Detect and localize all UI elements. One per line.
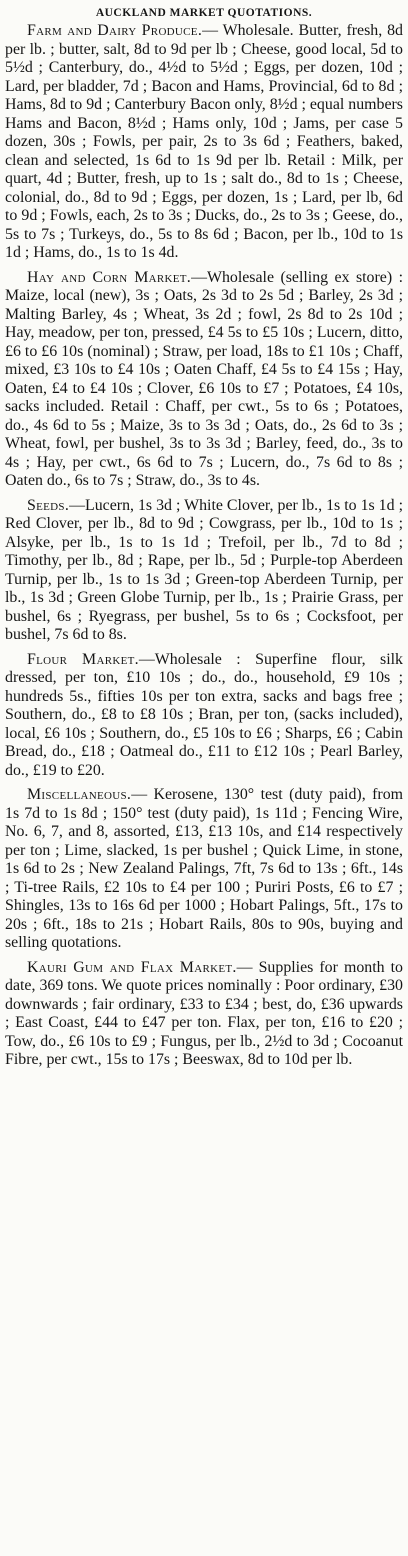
section-kauri-flax — [5, 959, 403, 1070]
section-body: —Lucern, 1s 3d ; White Clover, per lb., 1s to 1s 1d ; Red Clover, per lb., 8d to 9d ; Cowgrass, per lb., 10d to 1s ; Alsyke, per lb., 1s to 1s 1d ; Trefoil, per lb., 7d to 8d ; Timothy, per lb., 8d ; Rape, per lb., 5d ; Purple-top Aberdeen Turnip, per lb., 1s to 1s 3d ; Green-top Aberdeen Turnip, per lb., 1s 3d ; Green Globe Turnip, per lb., 1s ; Prairie Grass, per bushel, 6s ; Ryegrass, per bushel, 5s to 6s ; Cocksfoot, per bushel, 7s 6d to 8s. — [5, 496, 403, 643]
section-farm-dairy — [5, 22, 403, 263]
section-heading: Flour Market. — [27, 650, 139, 668]
section-hay-corn — [5, 269, 403, 491]
section-body: — Wholesale. Butter, fresh, 8d per lb. ; butter, salt, 8d to 9d per lb ; Cheese, good local, 5d to 5½d ; Canterbury, do., 4½d to 5½d ; Eggs, per dozen, 10d ; Lard, per bladder, 7d ; Bacon and Hams, Provincial, 6d to 8d ; Hams, 8d to 9d ; Canterbury Bacon only, 8½d ; equal numbers Hams and Bacon, 8½d ; Hams only, 10d ; Jams, per case 5 dozen, 30s ; Fowls, per pair, 2s to 3s 6d ; Feathers, baked, clean and selected, 1s 6d to 1s 9d per lb. Retail : Milk, per quart, 4d ; Butter, fresh, up to 1s ; salt do., 8d to 1s ; Cheese, colonial, do., 8d to 9d ; Eggs, per dozen, 1s ; Lard, per lb, 6d to 9d ; Fowls, each, 2s to 3s ; Ducks, do., 2s to 3s ; Geese, do., 5s to 7s ; Turkeys, do., 5s to 8s 6d ; Bacon, per lb., 10d to 1s 1d ; Hams, do., 1s to 1s 4d. — [5, 22, 404, 261]
section-heading: Miscellaneous. — [27, 786, 132, 803]
section-body: — Kerosene, 130° test (duty paid), from 1s 7d to 1s 8d ; 150° test (duty paid), 1s 11d ; Fencing Wire, No. 6, 7, and 8, assorted, £13, £13 10s, and £14 respectively per ton ; Lime, slacked, 1s per bushel ; Quick Lime, in stone, 1s 6d to 2s ; New Zealand Palings, 7ft, 7s 6d to 13s ; 6ft., 14s ; Ti-tree Rails, £2 10s to £4 per 100 ; Puriri Posts, £6 to £7 ; Shingles, 13s to 16s 6d per 1000 ; Hobart Palings, 5ft., 17s to 20s ; 6ft., 18s to 21s ; Hobart Rails, 80s to 90s, buying and selling quotations. — [5, 786, 403, 951]
section-heading: Hay and Corn Market. — [27, 268, 192, 286]
section-body: —Wholesale (selling ex store) : Maize, local (new), 3s ; Oats, 2s 3d to 2s 5d ; Barley, 2s 3d ; Malting Barley, 4s ; Wheat, 3s 2d ; fowl, 2s 8d to 2s 10d ; Hay, meadow, per ton, pressed, £4 5s to £5 10s ; Lucern, ditto, £6 to £6 10s (nominal) ; Straw, per load, 18s to £1 10s ; Chaff, mixed, £3 10s to £4 10s ; Oaten Chaff, £4 5s to £4 15s ; Hay, Oaten, £4 to £4 10s ; Clover, £6 10s to £7 ; Potatoes, £4 10s, sacks included. Retail : Chaff, per cwt., 5s to 6s ; Potatoes, do., 4s 6d to 5s ; Maize, 3s to 3s 3d ; Oats, do., 2s 6d to 3s ; Wheat, fowl, per bushel, 3s to 3s 3d ; Barley, feed, do., 3s to 4s ; Hay, per cwt., 6s 6d to 7s ; Lucern, do., 7s 6d to 8s ; Oaten do., 6s to 7s ; Straw, do., 3s to 4s. — [5, 268, 403, 489]
section-seeds — [5, 497, 403, 645]
section-heading: Kauri Gum and Flax Market. — [27, 958, 237, 976]
section-heading: Seeds. — [27, 496, 70, 514]
section-body: —Wholesale : Superfine flour, silk dressed, per ton, £10 10s ; do., do., household, £9 10s ; hundreds 5s., fifties 10s per ton extra, sacks and bags free ; Southern, do., £8 to £8 10s ; Bran, per ton, (sacks included), local, £6 10s ; Southern, do., £5 10s to £6 ; Sharps, £6 ; Cabin Bread, do., £18 ; Oatmeal do., £11 to £12 10s ; Pearl Barley, do., £19 to £20. — [5, 650, 403, 779]
section-miscellaneous — [5, 786, 403, 953]
page-title: AUCKLAND MARKET QUOTATIONS. — [95, 7, 313, 19]
section-flour — [5, 651, 403, 781]
section-heading: Farm and Dairy Produce. — [27, 22, 203, 39]
section-body: — Supplies for month to date, 369 tons. We quote prices nominally : Poor ordinary, £30 downwards ; fair ordinary, £33 to £34 ; best, do, £36 upwards ; East Coast, £44 to £47 per ton. Flax, per ton, £16 to £20 ; Tow, do., £6 10s to £9 ; Fungus, per lb., 2½d to 3d ; Cocoanut Fibre, per cwt., 15s to 17s ; Beeswax, 8d to 10d per lb. — [5, 958, 403, 1068]
